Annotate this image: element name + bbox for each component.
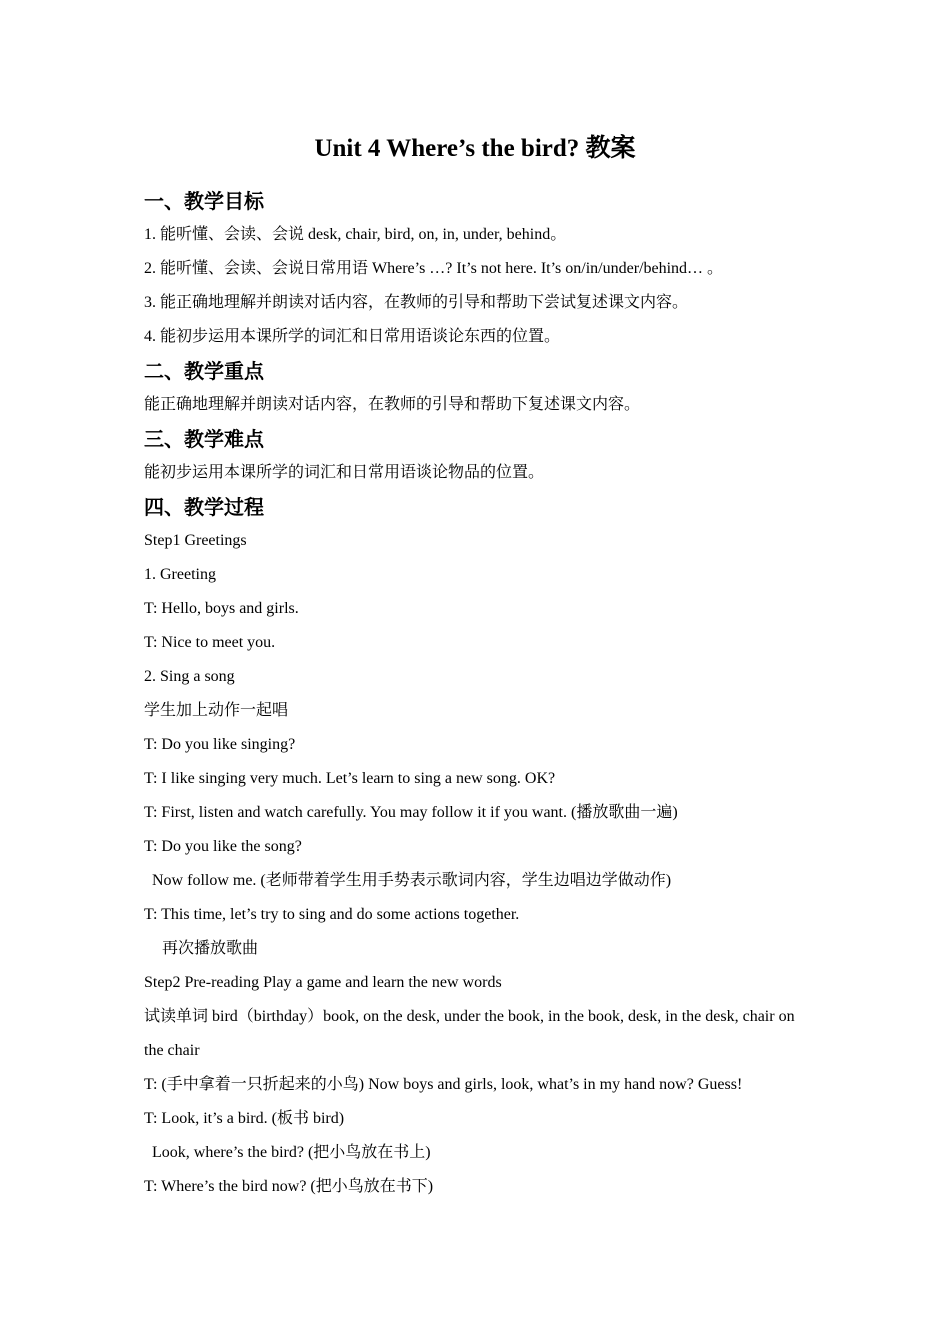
- process-line: T: Look, it’s a bird. (板书 bird): [144, 1110, 345, 1127]
- key-points-text: 能正确地理解并朗读对话内容，在教师的引导和帮助下复述课文内容。: [144, 396, 641, 413]
- objective-item: 1. 能听懂、会读、会说 desk, chair, bird, on, in, under, behind。: [144, 226, 567, 243]
- process-line: T: Do you like singing?: [144, 736, 296, 753]
- process-line: Look, where’s the bird? (把小鸟放在书上): [152, 1144, 431, 1161]
- process-line: T: I like singing very much. Let’s learn to sing a new song. OK?: [144, 770, 556, 787]
- process-line: 1. Greeting: [144, 566, 216, 583]
- section-heading-difficulties: 三、教学难点: [144, 427, 264, 451]
- difficulties-text: 能初步运用本课所学的词汇和日常用语谈论物品的位置。: [144, 464, 545, 481]
- process-line: 再次播放歌曲: [162, 940, 259, 957]
- process-line: Step2 Pre-reading Play a game and learn the new words: [144, 974, 502, 991]
- process-line: T: Hello, boys and girls.: [144, 600, 299, 617]
- process-line: T: First, listen and watch carefully. You may follow it if you want. (播放歌曲一遍): [144, 804, 678, 821]
- document-body: [144, 184, 814, 1204]
- process-line: T: Where’s the bird now? (把小鸟放在书下): [144, 1178, 434, 1195]
- process-line: T: This time, let’s try to sing and do some actions together.: [144, 906, 520, 923]
- process-line: Now follow me. (老师带着学生用手势表示歌词内容，学生边唱边学做动作): [152, 872, 672, 889]
- objective-item: 2. 能听懂、会读、会说日常用语 Where’s …? It’s not here. It’s on/in/under/behind… 。: [144, 260, 724, 277]
- process-line: 2. Sing a song: [144, 668, 235, 685]
- process-line: T: Do you like the song?: [144, 838, 302, 855]
- process-line: Step1 Greetings: [144, 532, 247, 549]
- objective-item: 3. 能正确地理解并朗读对话内容，在教师的引导和帮助下尝试复述课文内容。: [144, 294, 689, 311]
- section-heading-objectives: 一、教学目标: [144, 189, 264, 213]
- process-line: 学生加上动作一起唱: [144, 702, 289, 719]
- process-line: T: Nice to meet you.: [144, 634, 276, 651]
- section-heading-key-points: 二、教学重点: [144, 359, 264, 383]
- process-line: T: (手中拿着一只折起来的小鸟) Now boys and girls, look, what’s in my hand now? Guess!: [144, 1076, 743, 1093]
- document-title: Unit 4 Where’s the bird? 教案: [314, 135, 636, 162]
- section-heading-process: 四、教学过程: [144, 495, 264, 519]
- objective-item: 4. 能初步运用本课所学的词汇和日常用语谈论东西的位置。: [144, 328, 561, 345]
- process-line: 试读单词 bird（birthday）book, on the desk, under the book, in the book, desk, in the desk, chair on the chair: [144, 1008, 795, 1059]
